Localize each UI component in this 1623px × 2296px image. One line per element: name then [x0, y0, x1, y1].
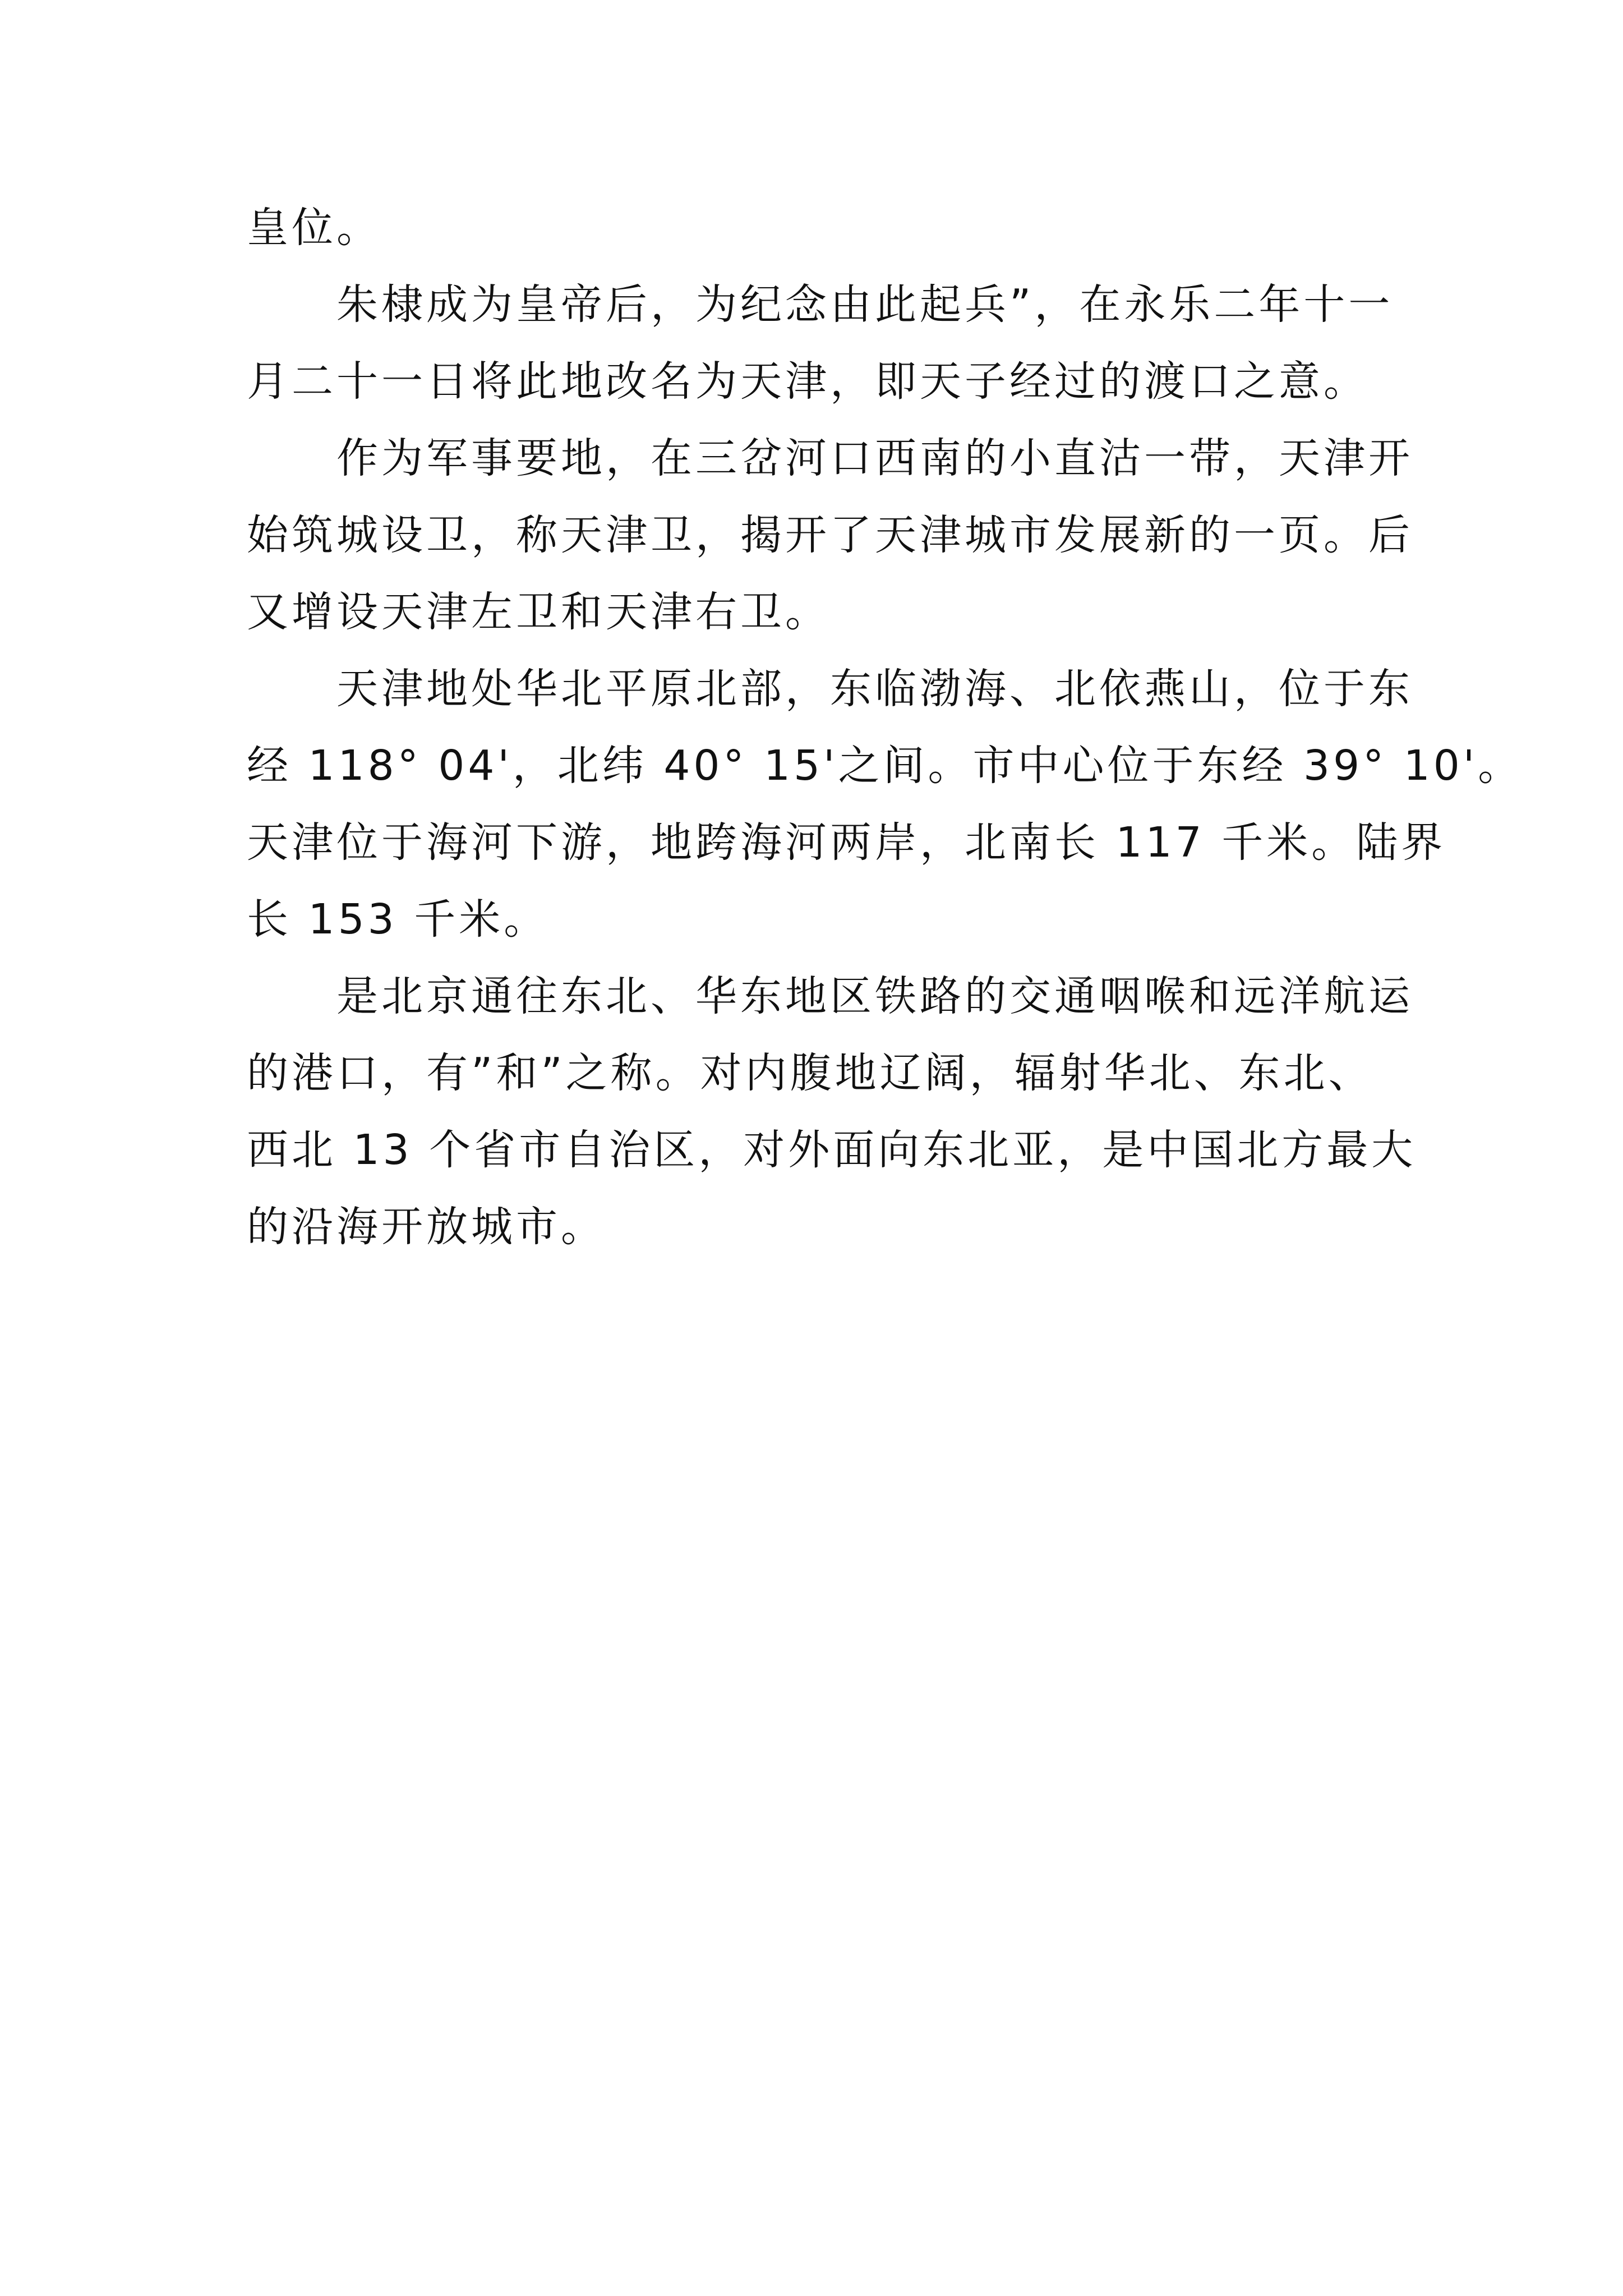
text-line: 天津位于海河下游，地跨海河两岸，北南长 117 千米。陆界 — [247, 818, 1446, 867]
text-line: 的沿海开放城市。 — [247, 1203, 606, 1251]
paragraph-first-line: 作为军事要地，在三岔河口西南的小直沽一带，天津开 — [336, 434, 1413, 482]
paragraph-first-line: 是北京通往东北、华东地区铁路的交通咽喉和远洋航运 — [336, 972, 1413, 1020]
text-line: 始筑城设卫，称天津卫，揭开了天津城市发展新的一页。后 — [247, 511, 1413, 559]
text-line: 皇位。 — [247, 204, 381, 252]
text-line: 的港口，有”和”之称。对内腹地辽阔，辐射华北、东北、 — [247, 1049, 1373, 1097]
document-body — [247, 190, 1523, 1266]
paragraph-first-line: 天津地处华北平原北部，东临渤海、北依燕山，位于东 — [336, 665, 1413, 713]
text-line: 长 153 千米。 — [247, 895, 549, 944]
text-line: 西北 13 个省市自治区，对外面向东北亚，是中国北方最大 — [247, 1126, 1417, 1174]
text-line: 月二十一日将此地改名为天津，即天子经过的渡口之意。 — [247, 357, 1368, 406]
paragraph-first-line: 朱棣成为皇帝后，为纪念由此起兵”，在永乐二年十一 — [336, 280, 1394, 329]
text-line: 又增设天津左卫和天津右卫。 — [247, 588, 830, 636]
text-line: 经 118° 04'，北纬 40° 15'之间。市中心位于东经 39° 10'。 — [247, 742, 1523, 790]
